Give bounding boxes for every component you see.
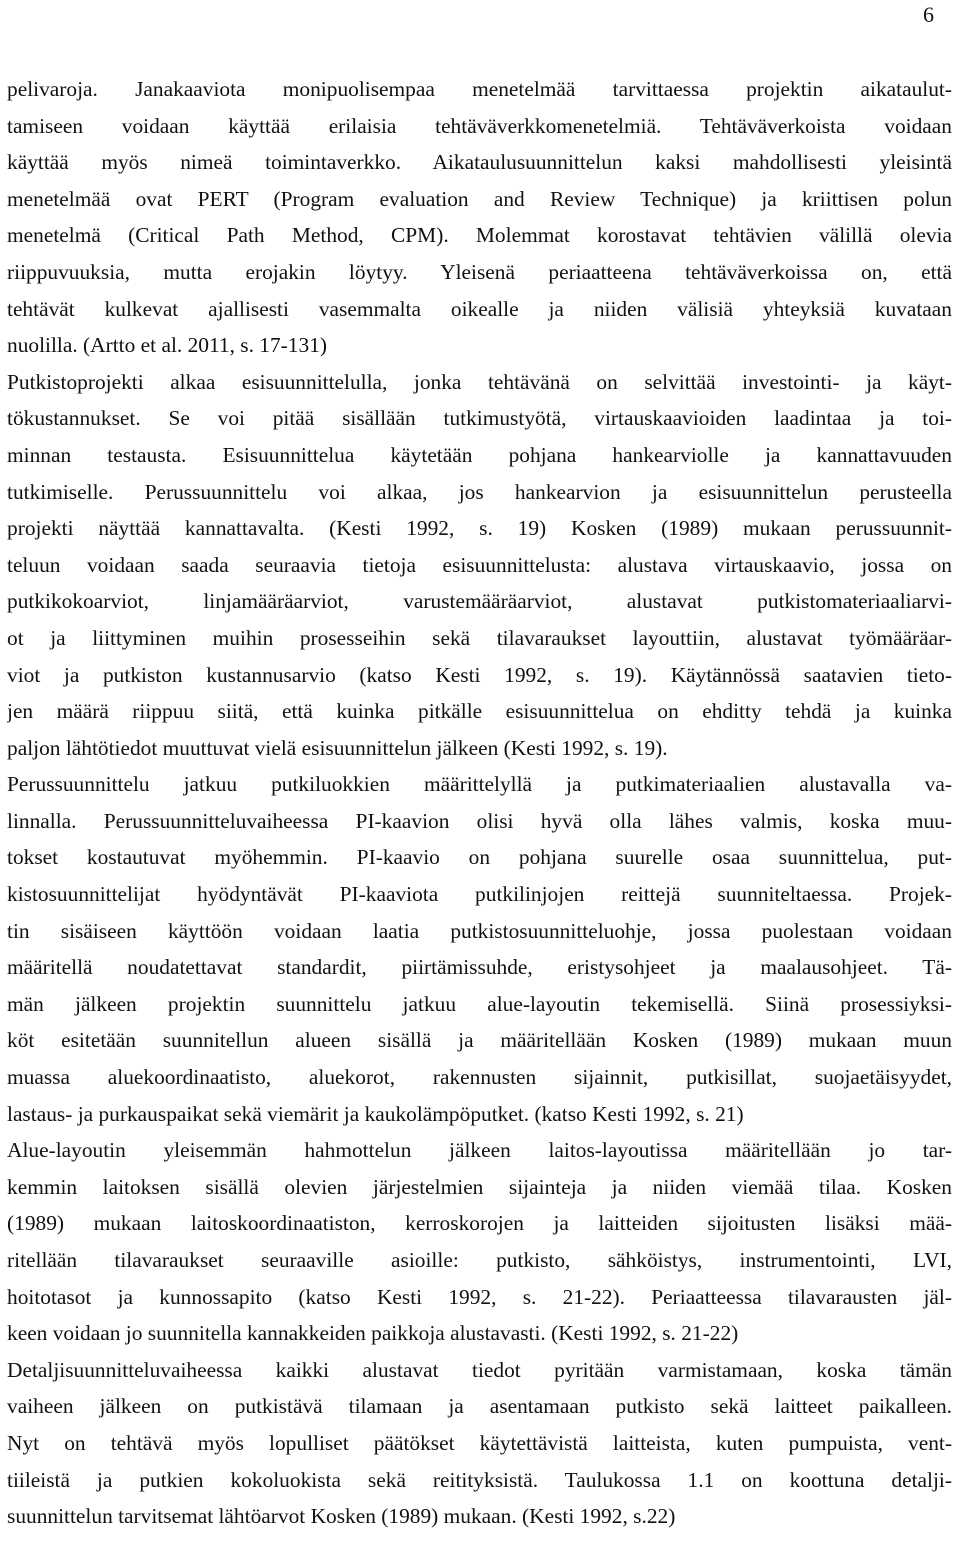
text-line: menetelmä (Critical Path Method, CPM). Molemmat korostavat tehtävien välillä olevia [7, 223, 952, 248]
text-line: jen määrä riippuu siitä, että kuinka pitkälle esisuunnittelua on ehditty tehdä ja kuinka [7, 699, 952, 724]
text-line: tokset kostautuvat myöhemmin. PI-kaavio on pohjana suurelle osaa suunnittelua, put- [7, 845, 952, 870]
text-line: män jälkeen projektin suunnittelu jatkuu alue-layoutin tekemisellä. Siinä prosessiyksi- [7, 991, 952, 1016]
text-line: tiileistä ja putkien kokoluokista sekä reitityksistä. Taulukossa 1.1 on koottuna detalji- [7, 1467, 952, 1492]
text-line: tin sisäiseen käyttöön voidaan laatia putkistosuunnitteluohje, jossa puolestaan voidaan [7, 918, 952, 943]
text-line: menetelmää ovat PERT (Program evaluation and Review Technique) ja kriittisen polun [7, 186, 952, 211]
text-line: viot ja putkiston kustannusarvio (katso Kesti 1992, s. 19). Käytännössä saatavien tieto- [7, 662, 952, 687]
text-line: köt esitetään suunnitellun alueen sisällä ja määritellään Kosken (1989) mukaan muun [7, 1028, 952, 1053]
text-line: vaiheen jälkeen on putkistävä tilamaan ja asentamaan putkisto sekä laitteet paikalleen. [7, 1394, 952, 1419]
text-line: Putkistoprojekti alkaa esisuunnittelulla, jonka tehtävänä on selvittää investointi- ja käyt- [7, 369, 952, 394]
text-line: linnalla. Perussuunnitteluvaiheessa PI-kaavion olisi hyvä olla lähes valmis, koska muu- [7, 808, 952, 833]
page-number: 6 [923, 2, 934, 27]
text-line: suunnittelun tarvitsemat lähtöarvot Kosken (1989) mukaan. (Kesti 1992, s.22) [7, 1504, 676, 1529]
text-line: kistosuunnittelijat hyödyntävät PI-kaaviota putkilinjojen reittejä suunniteltaessa. Projek- [7, 882, 952, 907]
text-line: Nyt on tehtävä myös lopulliset päätökset käytettävistä laitteista, kuten pumpuista, vent- [7, 1430, 952, 1455]
text-line: tutkimiselle. Perussuunnittelu voi alkaa, jos hankearvion ja esisuunnittelun perusteella [7, 479, 952, 504]
text-line: Perussuunnittelu jatkuu putkiluokkien määrittelyllä ja putkimateriaalien alustavalla va- [7, 772, 952, 797]
text-line: (1989) mukaan laitoskoordinaatiston, kerroskorojen ja laitteiden sijoitusten lisäksi mää- [7, 1211, 952, 1236]
text-line: käyttää myös nimeä toimintaverkko. Aikataulusuunnittelun kaksi mahdollisesti yleisintä [7, 150, 952, 175]
text-line: Detaljisuunnitteluvaiheessa kaikki alustavat tiedot pyritään varmistamaan, koska tämän [7, 1357, 952, 1382]
text-line: putkikokoarviot, linjamääräarviot, varustemääräarviot, alustavat putkistomateriaaliarvi- [7, 589, 952, 614]
body-text [7, 71, 952, 1535]
text-line: keen voidaan jo suunnitella kannakkeiden paikkoja alustavasti. (Kesti 1992, s. 21-22) [7, 1321, 739, 1346]
text-line: muassa aluekoordinaatisto, aluekorot, rakennusten sijainnit, putkisillat, suojaetäisyydet, [7, 1065, 952, 1090]
text-line: ot ja liittyminen muihin prosesseihin sekä tilavaraukset layouttiin, alustavat työmääräar- [7, 625, 952, 650]
text-line: ritellään tilavaraukset seuraaville asioille: putkisto, sähköistys, instrumentointi, LVI, [7, 1248, 952, 1272]
text-line: hoitotasot ja kunnossapito (katso Kesti 1992, s. 21-22). Periaatteessa tilavarausten jäl- [7, 1284, 952, 1309]
text-line: minnan testausta. Esisuunnittelua käytetään pohjana hankearviolle ja kannattavuuden [7, 442, 952, 467]
text-line: kemmin laitoksen sisällä olevien järjestelmien sijainteja ja niiden viemää tilaa. Kosken [7, 1174, 952, 1199]
text-line: pelivaroja. Janakaaviota monipuolisempaa menetelmää tarvittaessa projektin aikataulut- [7, 77, 952, 101]
text-line: projekti näyttää kannattavalta. (Kesti 1992, s. 19) Kosken (1989) mukaan perussuunnit- [7, 516, 952, 541]
text-line: nuolilla. (Artto et al. 2011, s. 17-131) [7, 333, 328, 358]
text-line: määritellä noudatettavat standardit, piirtämissuhde, eristysohjeet ja maalausohjeet. Tä- [7, 955, 952, 980]
text-line: tamiseen voidaan käyttää erilaisia tehtäväverkkomenetelmiä. Tehtäväverkoista voidaan [7, 113, 952, 138]
text-line: teluun voidaan saada seuraavia tietoja esisuunnittelusta: alustava virtauskaavio, jossa on [7, 552, 952, 577]
text-line: riippuvuuksia, mutta erojakin löytyy. Yleisenä periaatteena tehtäväverkoissa on, että [7, 259, 952, 284]
text-line: lastaus- ja purkauspaikat sekä viemärit ja kaukolämpöputket. (katso Kesti 1992, s. 21) [7, 1101, 744, 1126]
text-line: Alue-layoutin yleisemmän hahmottelun jälkeen laitos-layoutissa määritellään jo tar- [7, 1138, 952, 1163]
text-line: tökustannukset. Se voi pitää sisällään tutkimustyötä, virtauskaavioiden laadintaa ja toi- [7, 406, 952, 431]
text-line: tehtävät kulkevat ajallisesti vasemmalta oikealle ja niiden välisiä yhteyksiä kuvataan [7, 296, 952, 321]
text-line: paljon lähtötiedot muuttuvat vielä esisuunnittelun jälkeen (Kesti 1992, s. 19). [7, 735, 668, 760]
